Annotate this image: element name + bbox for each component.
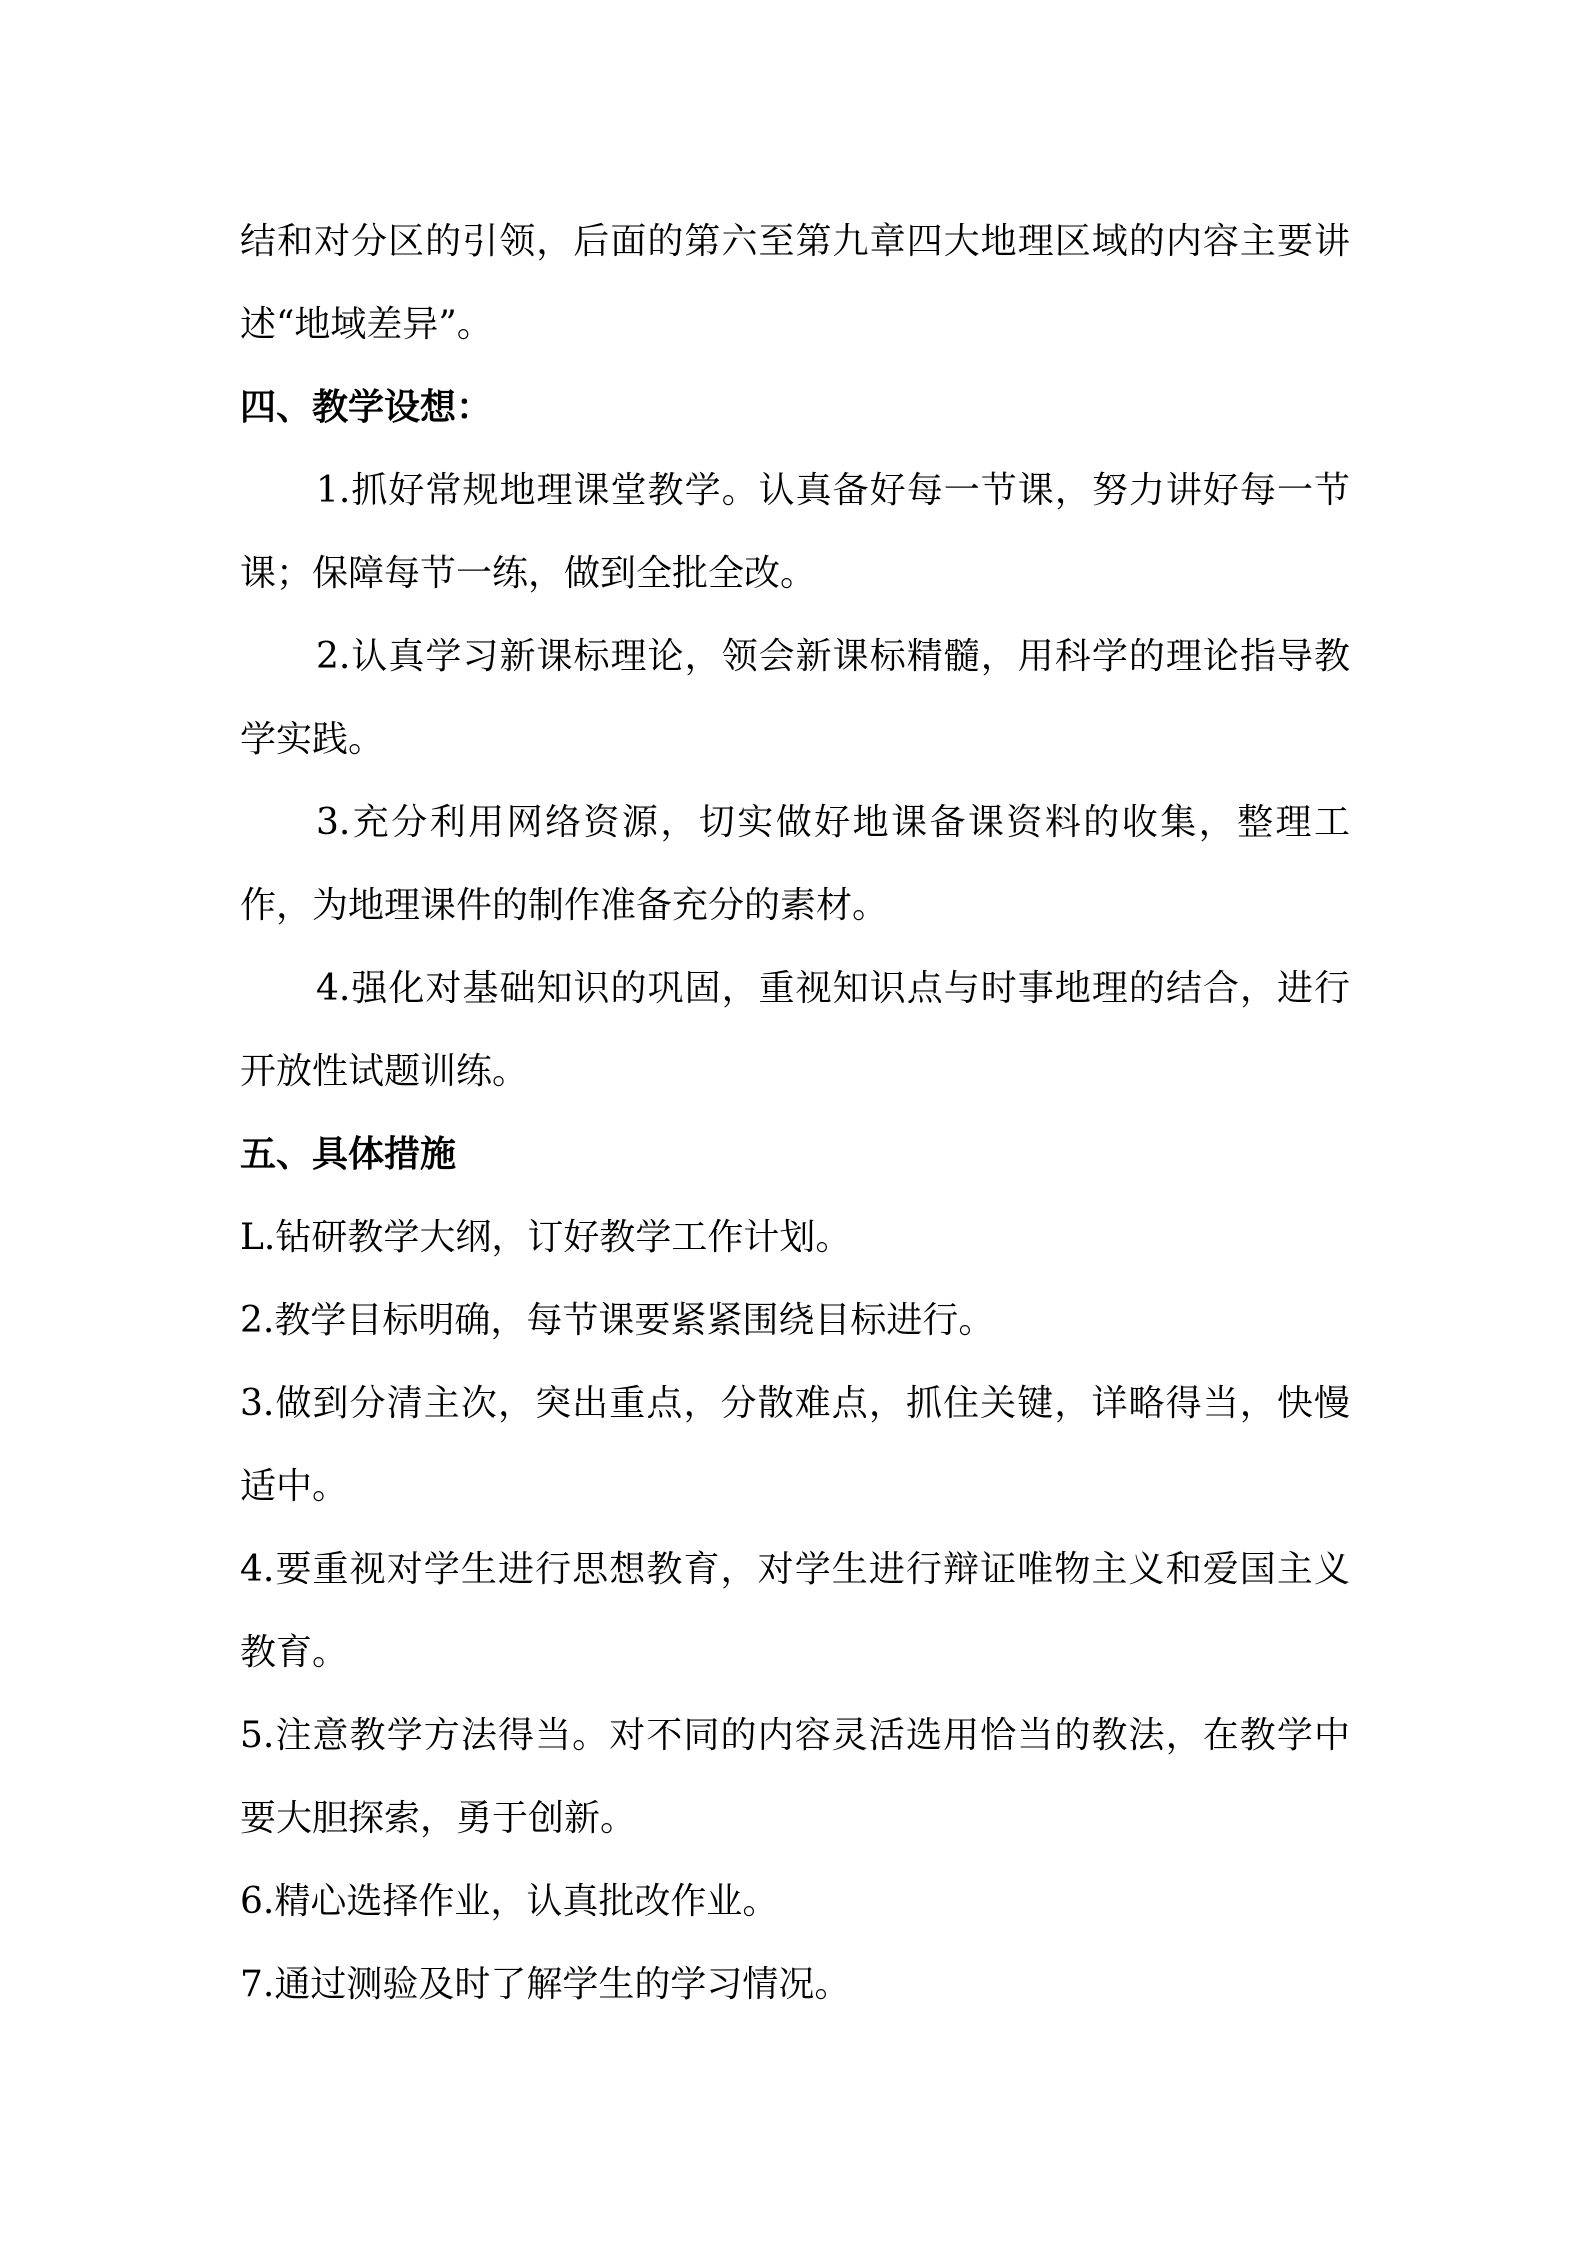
section-five-item-2: 2.教学目标明确，每节课要紧紧围绕目标进行。 bbox=[240, 1300, 995, 1341]
section-four-item-3: 3.充分利用网络资源，切实做好地课备课资料的收集，整理工作，为地理课件的制作准备充分的素材。 bbox=[240, 802, 1350, 926]
section-five-item-6: 6.精心选择作业，认真批改作业。 bbox=[240, 1881, 779, 1922]
section-five-item-4: 4.要重视对学生进行思想教育，对学生进行辩证唯物主义和爱国主义教育。 bbox=[240, 1549, 1350, 1673]
section-four-item-2: 2.认真学习新课标理论，领会新课标精髓，用科学的理论指导教学实践。 bbox=[240, 636, 1350, 760]
section-four-item-4: 4.强化对基础知识的巩固，重视知识点与时事地理的结合，进行开放性试题训练。 bbox=[240, 968, 1350, 1092]
section-five-item-1: L.钻研教学大纲，订好教学工作计划。 bbox=[240, 1217, 852, 1258]
section-five-heading: 五、具体措施 bbox=[240, 1133, 457, 1175]
section-five-item-7: 7.通过测验及时了解学生的学习情况。 bbox=[240, 1964, 851, 2005]
intro-paragraph: 结和对分区的引领，后面的第六至第九章四大地理区域的内容主要讲述“地域差异”。 bbox=[240, 221, 1350, 345]
section-five-item-5: 5.注意教学方法得当。对不同的内容灵活选用恰当的教法，在教学中要大胆探索，勇于创新。 bbox=[240, 1715, 1350, 1839]
section-four-item-1: 1.抓好常规地理课堂教学。认真备好每一节课，努力讲好每一节课；保障每节一练，做到全批全改。 bbox=[240, 470, 1350, 594]
document-body bbox=[240, 200, 1350, 2026]
section-four-heading: 四、教学设想： bbox=[240, 386, 493, 428]
section-five-item-3: 3.做到分清主次，突出重点，分散难点，抓住关键，详略得当，快慢适中。 bbox=[240, 1383, 1350, 1507]
